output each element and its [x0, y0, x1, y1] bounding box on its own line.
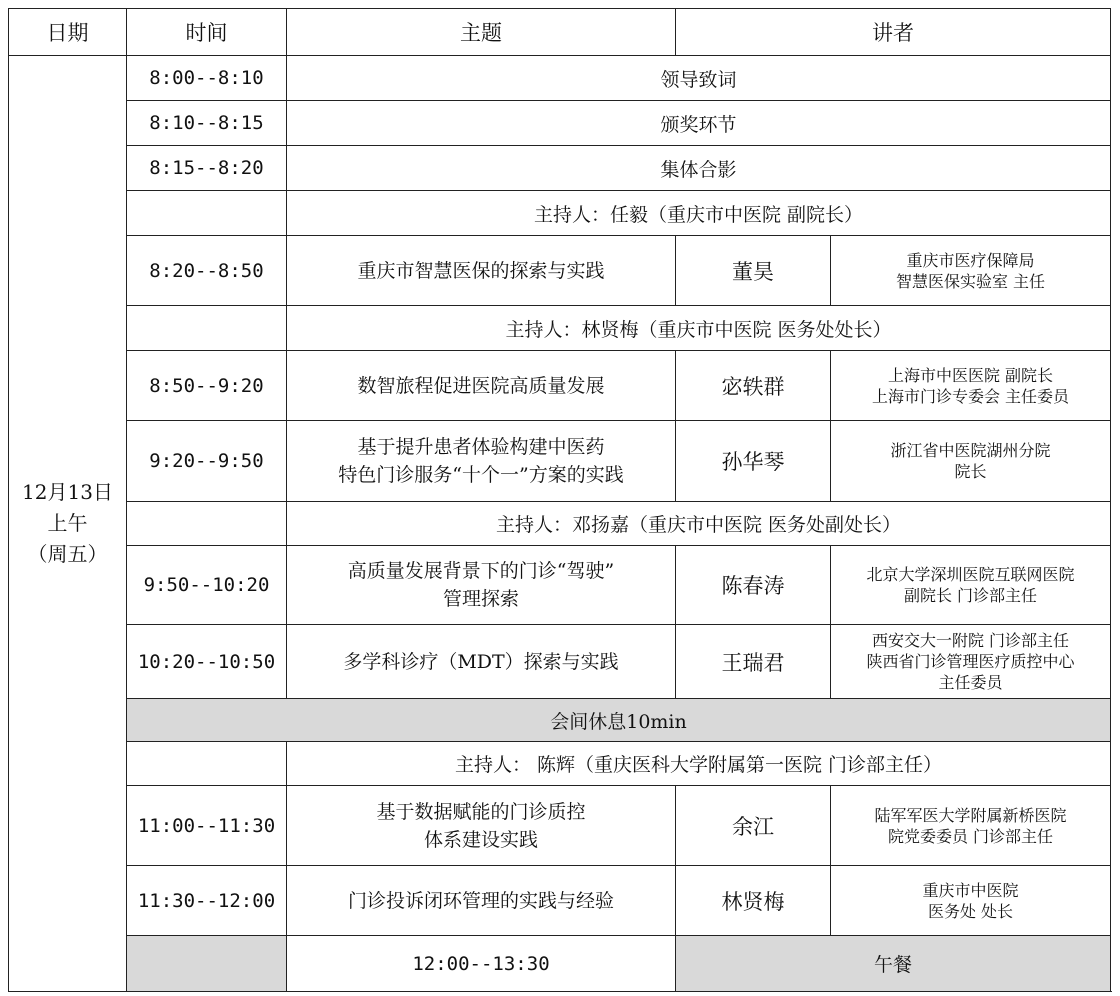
talk-topic: 数智旅程促进医院高质量发展: [287, 351, 676, 421]
header-speaker: 讲者: [676, 9, 1111, 56]
table-row: [9, 56, 1111, 101]
topic-line: 体系建设实践: [423, 828, 538, 851]
talk-row: [9, 421, 1111, 502]
org-line: 陕西省门诊管理医疗质控中心: [866, 652, 1075, 671]
org-line: 重庆市中医院: [922, 880, 1019, 900]
time-cell: 8:15--8:20: [127, 146, 287, 191]
table-row: [9, 101, 1111, 146]
talk-topic: 门诊投诉闭环管理的实践与经验: [287, 866, 676, 936]
time-cell: 9:50--10:20: [127, 546, 287, 625]
org-line: 北京大学深圳医院互联网医院: [866, 565, 1075, 584]
host-row: [9, 742, 1111, 786]
time-cell: 8:10--8:15: [127, 101, 287, 146]
org-line: 浙江省中医院湖州分院: [890, 441, 1051, 460]
talk-row: [9, 786, 1111, 866]
talk-topic: [287, 786, 676, 866]
org-line: 重庆市医疗保障局: [906, 250, 1035, 270]
agenda-title: 领导致词: [287, 56, 1111, 101]
time-cell: 10:20--10:50: [127, 625, 287, 699]
speaker-org: [831, 421, 1111, 502]
speaker-org: [831, 546, 1111, 625]
talk-topic: 多学科诊疗（MDT）探索与实践: [287, 625, 676, 699]
talk-row: [9, 625, 1111, 699]
org-line: 陆军军医大学附属新桥医院: [874, 805, 1067, 825]
talk-row: [9, 546, 1111, 625]
speaker-org: [831, 351, 1111, 421]
talk-row: [9, 866, 1111, 936]
speaker-name: 余江: [676, 786, 831, 866]
speaker-org: [831, 866, 1111, 936]
org-line: 副院长 门诊部主任: [903, 586, 1038, 605]
topic-line: 基于提升患者体验构建中医药: [357, 436, 605, 458]
speaker-org: [831, 236, 1111, 306]
break-row: [9, 699, 1111, 742]
talk-row: [9, 236, 1111, 306]
speaker-name: 陈春涛: [676, 546, 831, 625]
topic-line: 基于数据赋能的门诊质控: [376, 800, 586, 823]
host-row: [9, 306, 1111, 351]
time-cell-empty: [127, 742, 287, 786]
topic-line: 管理探索: [442, 588, 519, 610]
org-line: 医务处 处长: [927, 901, 1014, 921]
speaker-name: 林贤梅: [676, 866, 831, 936]
header-date: 日期: [9, 9, 127, 56]
date-cell: [9, 56, 127, 992]
org-line: 智慧医保实验室 主任: [895, 271, 1046, 291]
org-line: 院长: [954, 462, 987, 481]
time-cell: 8:50--9:20: [127, 351, 287, 421]
agenda-title: 集体合影: [287, 146, 1111, 191]
date-line: 12月13日: [22, 480, 113, 504]
host-row: [9, 502, 1111, 546]
speaker-name: 董昊: [676, 236, 831, 306]
header-row: [9, 9, 1111, 56]
time-cell: 8:00--8:10: [127, 56, 287, 101]
speaker-name: 宓轶群: [676, 351, 831, 421]
time-cell: 11:00--11:30: [127, 786, 287, 866]
speaker-org: [831, 625, 1111, 699]
org-line: 院党委委员 门诊部主任: [887, 826, 1054, 846]
host-row: [9, 191, 1111, 236]
talk-topic: [287, 421, 676, 502]
speaker-name: 王瑞君: [676, 625, 831, 699]
time-cell: 12:00--13:30: [287, 936, 676, 992]
speaker-org: [831, 786, 1111, 866]
lunch-label: 午餐: [676, 936, 1111, 992]
date-cell-empty: [127, 936, 287, 992]
time-cell-empty: [127, 191, 287, 236]
header-topic: 主题: [287, 9, 676, 56]
org-line: 上海市门诊专委会 主任委员: [871, 386, 1070, 406]
time-cell: 11:30--12:00: [127, 866, 287, 936]
table-row: [9, 146, 1111, 191]
host-label: 主持人：任毅（重庆市中医院 副院长）: [287, 191, 1111, 236]
time-cell-empty: [127, 502, 287, 546]
org-line: 主任委员: [938, 673, 1003, 692]
host-label: 主持人：邓扬嘉（重庆市中医院 医务处副处长）: [287, 502, 1111, 546]
host-label: 主持人：林贤梅（重庆市中医院 医务处处长）: [287, 306, 1111, 351]
date-weekday: （周五）: [27, 542, 108, 566]
header-time: 时间: [127, 9, 287, 56]
agenda-title: 颁奖环节: [287, 101, 1111, 146]
host-label: 主持人： 陈辉（重庆医科大学附属第一医院 门诊部主任）: [287, 742, 1111, 786]
time-cell: 9:20--9:50: [127, 421, 287, 502]
talk-topic: 重庆市智慧医保的探索与实践: [287, 236, 676, 306]
talk-row: [9, 351, 1111, 421]
schedule-table: [8, 8, 1111, 992]
org-line: 上海市中医医院 副院长: [887, 365, 1054, 385]
topic-line: 特色门诊服务“十个一”方案的实践: [338, 464, 624, 486]
speaker-name: 孙华琴: [676, 421, 831, 502]
org-line: 西安交大一附院 门诊部主任: [871, 631, 1070, 650]
talk-topic: [287, 546, 676, 625]
break-label: 会间休息10min: [127, 699, 1111, 742]
lunch-row: [9, 936, 1111, 992]
time-cell: 8:20--8:50: [127, 236, 287, 306]
date-period: 上午: [47, 511, 88, 535]
time-cell-empty: [127, 306, 287, 351]
topic-line: 高质量发展背景下的门诊“驾驶”: [347, 560, 615, 582]
